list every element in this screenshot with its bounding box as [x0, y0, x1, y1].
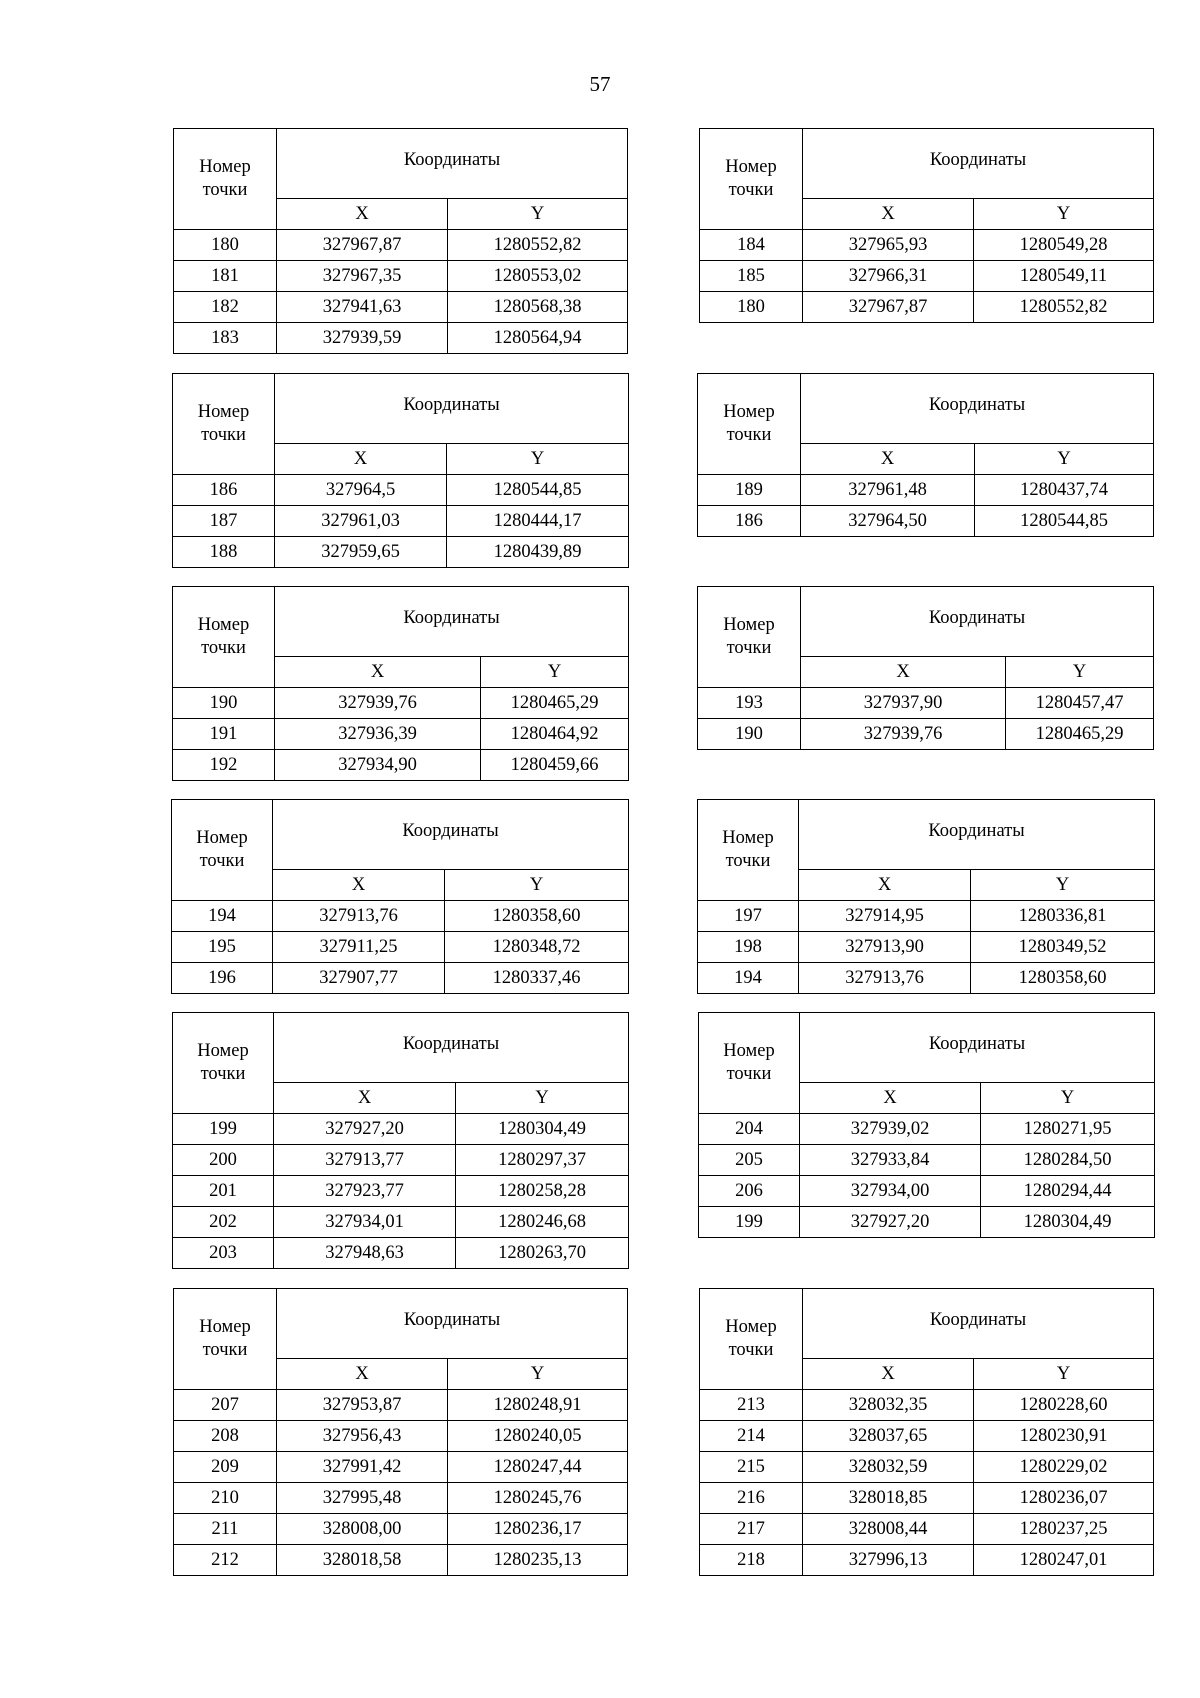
y-coordinate-cell: 1280304,49 — [981, 1207, 1155, 1238]
point-number-header-line: Номер — [199, 1317, 251, 1337]
table-row — [698, 506, 1154, 537]
y-header: Y — [481, 657, 629, 688]
x-header: X — [277, 1359, 448, 1390]
coordinates-table — [699, 128, 1154, 323]
table-row — [173, 1238, 629, 1269]
x-header: X — [275, 444, 447, 475]
point-number-cell: 185 — [700, 261, 803, 292]
table-row — [174, 261, 628, 292]
point-number-cell: 210 — [174, 1483, 277, 1514]
point-number-cell: 212 — [174, 1545, 277, 1576]
point-number-cell: 204 — [699, 1114, 800, 1145]
table-row — [700, 261, 1154, 292]
point-number-header — [698, 374, 801, 475]
point-number-header — [174, 129, 277, 230]
x-header: X — [801, 444, 975, 475]
table-row — [700, 1483, 1154, 1514]
y-coordinate-cell: 1280284,50 — [981, 1145, 1155, 1176]
x-coordinate-cell: 327939,76 — [275, 688, 481, 719]
y-coordinate-cell: 1280294,44 — [981, 1176, 1155, 1207]
x-coordinate-cell: 328018,85 — [803, 1483, 974, 1514]
x-coordinate-cell: 328018,58 — [277, 1545, 448, 1576]
coordinates-header: Координаты — [273, 800, 629, 870]
x-coordinate-cell: 327934,90 — [275, 750, 481, 781]
coordinates-header: Координаты — [799, 800, 1155, 870]
table-row — [173, 1207, 629, 1238]
y-coordinate-cell: 1280549,11 — [974, 261, 1154, 292]
table-row — [174, 292, 628, 323]
x-coordinate-cell: 327913,90 — [799, 932, 971, 963]
y-coordinate-cell: 1280358,60 — [445, 901, 629, 932]
point-number-cell: 218 — [700, 1545, 803, 1576]
y-coordinate-cell: 1280464,92 — [481, 719, 629, 750]
x-coordinate-cell: 327961,03 — [275, 506, 447, 537]
coordinates-table — [697, 586, 1154, 750]
x-coordinate-cell: 327939,02 — [800, 1114, 981, 1145]
point-number-cell: 182 — [174, 292, 277, 323]
point-number-cell: 203 — [173, 1238, 274, 1269]
point-number-cell: 195 — [172, 932, 273, 963]
table-row — [699, 1145, 1155, 1176]
table-row — [700, 1514, 1154, 1545]
x-coordinate-cell: 327927,20 — [274, 1114, 456, 1145]
coordinates-table — [699, 1288, 1154, 1576]
point-number-cell: 181 — [174, 261, 277, 292]
point-number-header — [173, 587, 275, 688]
y-coordinate-cell: 1280549,28 — [974, 230, 1154, 261]
coordinates-table — [172, 1012, 629, 1269]
point-number-cell: 183 — [174, 323, 277, 354]
coordinates-table — [698, 1012, 1155, 1238]
point-number-cell: 180 — [700, 292, 803, 323]
point-number-header-line: Номер — [196, 828, 248, 848]
table-row — [172, 963, 629, 994]
table-row — [173, 1114, 629, 1145]
y-coordinate-cell: 1280237,25 — [974, 1514, 1154, 1545]
x-coordinate-cell: 327913,76 — [799, 963, 971, 994]
point-number-header-line: точки — [726, 1064, 772, 1084]
x-coordinate-cell: 327959,65 — [275, 537, 447, 568]
x-coordinate-cell: 327991,42 — [277, 1452, 448, 1483]
point-number-cell: 215 — [700, 1452, 803, 1483]
point-number-header — [173, 374, 275, 475]
table-row — [700, 292, 1154, 323]
table-row — [173, 506, 629, 537]
point-number-header-line: точки — [201, 638, 246, 658]
y-coordinate-cell: 1280564,94 — [448, 323, 628, 354]
y-header: Y — [445, 870, 629, 901]
point-number-header — [174, 1289, 277, 1390]
point-number-cell: 190 — [698, 719, 801, 750]
point-number-cell: 201 — [173, 1176, 274, 1207]
point-number-header-line: точки — [726, 425, 772, 445]
table-row — [698, 932, 1155, 963]
y-header: Y — [448, 1359, 628, 1390]
point-number-header-line: точки — [199, 851, 245, 871]
x-coordinate-cell: 327941,63 — [277, 292, 448, 323]
y-coordinate-cell: 1280358,60 — [971, 963, 1155, 994]
coordinates-table — [697, 799, 1155, 994]
point-number-cell: 209 — [174, 1452, 277, 1483]
point-number-cell: 198 — [698, 932, 799, 963]
x-coordinate-cell: 327923,77 — [274, 1176, 456, 1207]
y-coordinate-cell: 1280271,95 — [981, 1114, 1155, 1145]
x-coordinate-cell: 328008,00 — [277, 1514, 448, 1545]
point-number-header-line: Номер — [722, 828, 774, 848]
table-row — [172, 901, 629, 932]
x-coordinate-cell: 327934,01 — [274, 1207, 456, 1238]
table-row — [698, 688, 1154, 719]
x-coordinate-cell: 327927,20 — [800, 1207, 981, 1238]
point-number-header-line: точки — [725, 851, 771, 871]
table-row — [173, 1145, 629, 1176]
point-number-header — [173, 1013, 274, 1114]
point-number-header-line: Номер — [197, 402, 250, 422]
point-number-cell: 184 — [700, 230, 803, 261]
point-number-header-line: Номер — [723, 1041, 775, 1061]
point-number-cell: 191 — [173, 719, 275, 750]
table-row — [699, 1207, 1155, 1238]
x-header: X — [273, 870, 445, 901]
table-row — [173, 475, 629, 506]
point-number-cell: 208 — [174, 1421, 277, 1452]
point-number-header — [698, 587, 801, 688]
y-coordinate-cell: 1280246,68 — [456, 1207, 629, 1238]
point-number-header-line: Номер — [197, 615, 250, 635]
y-coordinate-cell: 1280258,28 — [456, 1176, 629, 1207]
y-header: Y — [974, 199, 1154, 230]
x-coordinate-cell: 327953,87 — [277, 1390, 448, 1421]
y-coordinate-cell: 1280553,02 — [448, 261, 628, 292]
table-row — [173, 688, 629, 719]
point-number-header-line: точки — [202, 180, 248, 200]
point-number-cell: 217 — [700, 1514, 803, 1545]
coordinates-header: Координаты — [275, 587, 629, 657]
table-row — [700, 230, 1154, 261]
coordinates-table — [171, 799, 629, 994]
point-number-cell: 199 — [173, 1114, 274, 1145]
table-row — [174, 1390, 628, 1421]
point-number-cell: 213 — [700, 1390, 803, 1421]
x-coordinate-cell: 327914,95 — [799, 901, 971, 932]
point-number-cell: 216 — [700, 1483, 803, 1514]
y-coordinate-cell: 1280465,29 — [481, 688, 629, 719]
table-row — [699, 1176, 1155, 1207]
table-row — [699, 1114, 1155, 1145]
y-coordinate-cell: 1280465,29 — [1006, 719, 1154, 750]
y-coordinate-cell: 1280263,70 — [456, 1238, 629, 1269]
x-header: X — [799, 870, 971, 901]
coordinates-header: Координаты — [801, 374, 1154, 444]
point-number-cell: 188 — [173, 537, 275, 568]
y-coordinate-cell: 1280248,91 — [448, 1390, 628, 1421]
table-row — [700, 1545, 1154, 1576]
y-coordinate-cell: 1280230,91 — [974, 1421, 1154, 1452]
y-coordinate-cell: 1280245,76 — [448, 1483, 628, 1514]
table-row — [174, 323, 628, 354]
y-header: Y — [1006, 657, 1154, 688]
y-header: Y — [456, 1083, 629, 1114]
point-number-header-line: Номер — [725, 157, 777, 177]
coordinates-table — [172, 373, 629, 568]
table-row — [173, 537, 629, 568]
x-coordinate-cell: 327956,43 — [277, 1421, 448, 1452]
point-number-cell: 194 — [172, 901, 273, 932]
point-number-header — [172, 800, 273, 901]
table-row — [174, 1421, 628, 1452]
table-row — [173, 719, 629, 750]
y-coordinate-cell: 1280229,02 — [974, 1452, 1154, 1483]
y-coordinate-cell: 1280297,37 — [456, 1145, 629, 1176]
coordinates-table — [173, 1288, 628, 1576]
y-coordinate-cell: 1280337,46 — [445, 963, 629, 994]
point-number-cell: 194 — [698, 963, 799, 994]
point-number-cell: 202 — [173, 1207, 274, 1238]
y-coordinate-cell: 1280247,44 — [448, 1452, 628, 1483]
x-coordinate-cell: 327907,77 — [273, 963, 445, 994]
y-coordinate-cell: 1280568,38 — [448, 292, 628, 323]
x-coordinate-cell: 327934,00 — [800, 1176, 981, 1207]
y-coordinate-cell: 1280349,52 — [971, 932, 1155, 963]
point-number-cell: 190 — [173, 688, 275, 719]
y-header: Y — [448, 199, 628, 230]
y-header: Y — [971, 870, 1155, 901]
x-header: X — [801, 657, 1006, 688]
y-coordinate-cell: 1280459,66 — [481, 750, 629, 781]
point-number-cell: 206 — [699, 1176, 800, 1207]
point-number-header — [699, 1013, 800, 1114]
table-row — [174, 230, 628, 261]
table-row — [700, 1452, 1154, 1483]
y-coordinate-cell: 1280544,85 — [975, 506, 1154, 537]
point-number-cell: 205 — [699, 1145, 800, 1176]
point-number-cell: 199 — [699, 1207, 800, 1238]
point-number-cell: 196 — [172, 963, 273, 994]
coordinates-table — [172, 586, 629, 781]
x-coordinate-cell: 328032,59 — [803, 1452, 974, 1483]
y-coordinate-cell: 1280236,07 — [974, 1483, 1154, 1514]
point-number-header — [700, 129, 803, 230]
table-row — [173, 1176, 629, 1207]
point-number-header-line: Номер — [199, 157, 251, 177]
point-number-cell: 189 — [698, 475, 801, 506]
table-row — [174, 1452, 628, 1483]
x-coordinate-cell: 327948,63 — [274, 1238, 456, 1269]
point-number-header-line: точки — [200, 1064, 246, 1084]
y-header: Y — [981, 1083, 1155, 1114]
x-coordinate-cell: 328008,44 — [803, 1514, 974, 1545]
x-coordinate-cell: 327939,76 — [801, 719, 1006, 750]
x-header: X — [274, 1083, 456, 1114]
x-coordinate-cell: 327939,59 — [277, 323, 448, 354]
point-number-header-line: Номер — [723, 615, 775, 635]
point-number-header-line: точки — [201, 425, 246, 445]
x-coordinate-cell: 327961,48 — [801, 475, 975, 506]
y-header: Y — [447, 444, 629, 475]
x-header: X — [277, 199, 448, 230]
y-coordinate-cell: 1280552,82 — [448, 230, 628, 261]
point-number-header-line: точки — [726, 638, 772, 658]
page-number: 57 — [589, 72, 611, 96]
x-header: X — [803, 1359, 974, 1390]
point-number-cell: 187 — [173, 506, 275, 537]
coordinates-header: Координаты — [275, 374, 629, 444]
table-row — [174, 1545, 628, 1576]
point-number-cell: 186 — [698, 506, 801, 537]
table-row — [698, 719, 1154, 750]
point-number-header — [700, 1289, 803, 1390]
table-row — [174, 1483, 628, 1514]
table-row — [172, 932, 629, 963]
point-number-header-line: точки — [728, 180, 774, 200]
point-number-header-line: Номер — [723, 402, 775, 422]
coordinates-header: Координаты — [801, 587, 1154, 657]
point-number-cell: 207 — [174, 1390, 277, 1421]
table-row — [173, 750, 629, 781]
y-coordinate-cell: 1280457,47 — [1006, 688, 1154, 719]
x-coordinate-cell: 327965,93 — [803, 230, 974, 261]
x-coordinate-cell: 327936,39 — [275, 719, 481, 750]
x-coordinate-cell: 327933,84 — [800, 1145, 981, 1176]
x-coordinate-cell: 327911,25 — [273, 932, 445, 963]
x-coordinate-cell: 327964,50 — [801, 506, 975, 537]
point-number-cell: 186 — [173, 475, 275, 506]
coordinates-header: Координаты — [800, 1013, 1155, 1083]
y-coordinate-cell: 1280437,74 — [975, 475, 1154, 506]
x-coordinate-cell: 327996,13 — [803, 1545, 974, 1576]
y-coordinate-cell: 1280552,82 — [974, 292, 1154, 323]
y-coordinate-cell: 1280439,89 — [447, 537, 629, 568]
y-coordinate-cell: 1280240,05 — [448, 1421, 628, 1452]
table-row — [700, 1390, 1154, 1421]
point-number-cell: 193 — [698, 688, 801, 719]
x-header: X — [803, 199, 974, 230]
x-coordinate-cell: 327967,87 — [803, 292, 974, 323]
coordinates-header: Координаты — [277, 1289, 628, 1359]
point-number-header-line: Номер — [197, 1041, 249, 1061]
y-coordinate-cell: 1280236,17 — [448, 1514, 628, 1545]
x-coordinate-cell: 327967,35 — [277, 261, 448, 292]
point-number-header-line: точки — [728, 1340, 774, 1360]
coordinates-header: Координаты — [803, 1289, 1154, 1359]
x-header: X — [275, 657, 481, 688]
coordinates-table — [173, 128, 628, 354]
y-coordinate-cell: 1280228,60 — [974, 1390, 1154, 1421]
y-coordinate-cell: 1280544,85 — [447, 475, 629, 506]
point-number-cell: 211 — [174, 1514, 277, 1545]
table-row — [698, 901, 1155, 932]
x-coordinate-cell: 328037,65 — [803, 1421, 974, 1452]
point-number-header-line: точки — [202, 1340, 248, 1360]
coordinates-table — [697, 373, 1154, 537]
x-coordinate-cell: 327964,5 — [275, 475, 447, 506]
y-coordinate-cell: 1280304,49 — [456, 1114, 629, 1145]
point-number-cell: 180 — [174, 230, 277, 261]
y-coordinate-cell: 1280247,01 — [974, 1545, 1154, 1576]
y-coordinate-cell: 1280348,72 — [445, 932, 629, 963]
y-coordinate-cell: 1280336,81 — [971, 901, 1155, 932]
y-header: Y — [975, 444, 1154, 475]
coordinates-header: Координаты — [274, 1013, 629, 1083]
table-row — [698, 475, 1154, 506]
x-coordinate-cell: 327937,90 — [801, 688, 1006, 719]
coordinates-header: Координаты — [803, 129, 1154, 199]
x-coordinate-cell: 327966,31 — [803, 261, 974, 292]
point-number-cell: 197 — [698, 901, 799, 932]
y-coordinate-cell: 1280444,17 — [447, 506, 629, 537]
x-coordinate-cell: 328032,35 — [803, 1390, 974, 1421]
table-row — [700, 1421, 1154, 1452]
x-coordinate-cell: 327967,87 — [277, 230, 448, 261]
x-coordinate-cell: 327913,76 — [273, 901, 445, 932]
table-row — [698, 963, 1155, 994]
point-number-cell: 214 — [700, 1421, 803, 1452]
y-header: Y — [974, 1359, 1154, 1390]
point-number-header-line: Номер — [725, 1317, 777, 1337]
coordinates-header: Координаты — [277, 129, 628, 199]
point-number-header — [698, 800, 799, 901]
x-header: X — [800, 1083, 981, 1114]
point-number-cell: 192 — [173, 750, 275, 781]
point-number-cell: 200 — [173, 1145, 274, 1176]
table-row — [174, 1514, 628, 1545]
x-coordinate-cell: 327913,77 — [274, 1145, 456, 1176]
y-coordinate-cell: 1280235,13 — [448, 1545, 628, 1576]
x-coordinate-cell: 327995,48 — [277, 1483, 448, 1514]
